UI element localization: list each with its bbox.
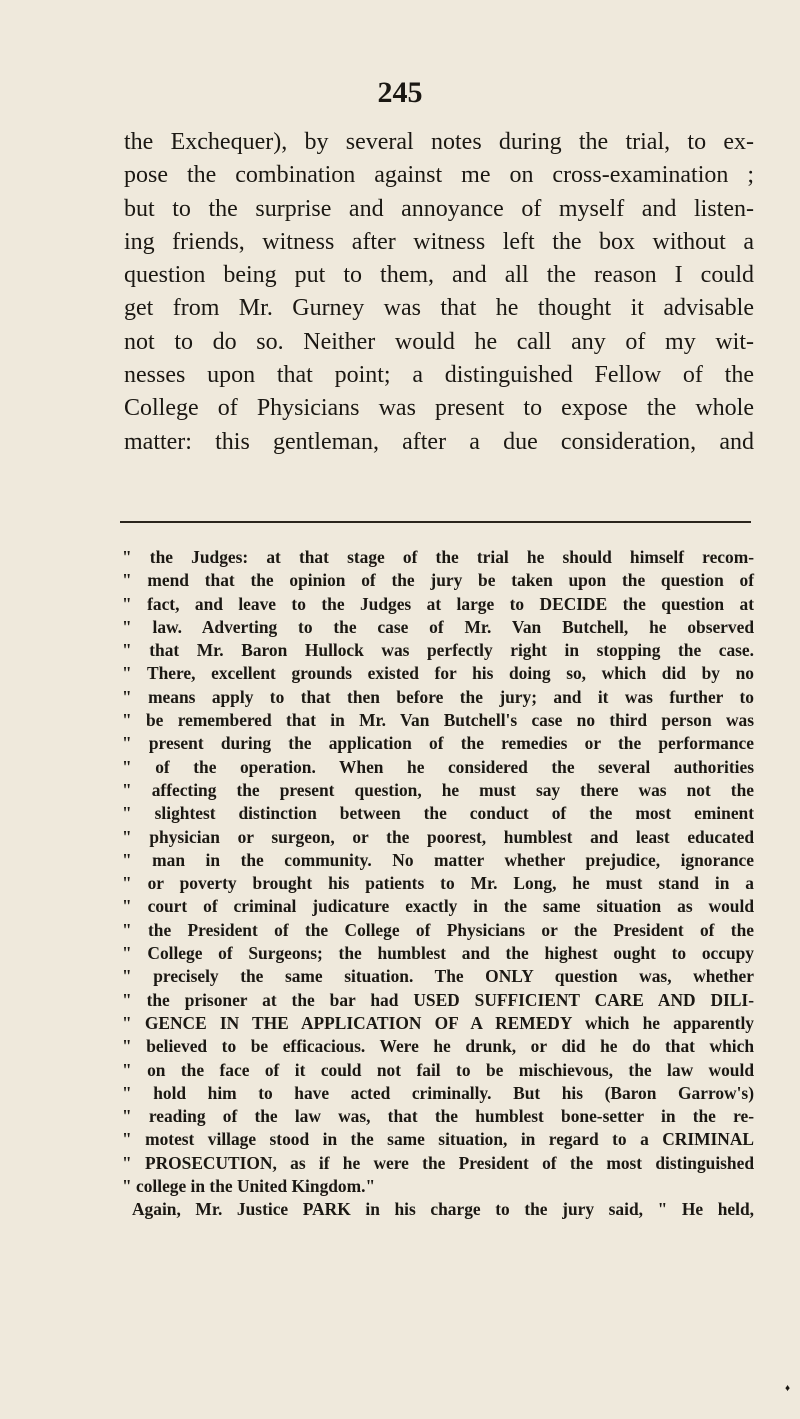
page-number: 245 — [377, 76, 423, 109]
main-line: nesses upon that point; a distinguished Fellow of the — [124, 362, 754, 389]
footnote-line: " PROSECUTION, as if he were the President of the most distinguished — [122, 1152, 754, 1173]
footnote-line: " College of Surgeons; the humblest and the highest ought to occupy — [122, 943, 754, 964]
footnote-line: " affecting the present question, he must say there was not the — [122, 779, 754, 800]
main-line: ing friends, witness after witness left the box without a — [124, 228, 754, 255]
footnote-line: " fact, and leave to the Judges at large to DECIDE the question at — [122, 593, 754, 614]
main-text — [124, 126, 754, 459]
footnote-line: " the prisoner at the bar had USED SUFFICIENT CARE AND DILI- — [122, 989, 754, 1010]
margin-mark: ♦ — [785, 1383, 791, 1394]
footnote-line: " physician or surgeon, or the poorest, humblest and least educated — [122, 826, 754, 847]
footnote-line: " of the operation. When he considered the several authorities — [122, 756, 754, 777]
main-line: not to do so. Neither would he call any of my wit- — [124, 328, 754, 355]
footnote — [122, 546, 754, 1222]
footnote-line: " on the face of it could not fail to be mischievous, the law would — [122, 1059, 754, 1080]
footnote-line: " slightest distinction between the conduct of the most eminent — [122, 803, 754, 824]
main-line: but to the surprise and annoyance of myself and listen- — [124, 195, 754, 222]
footnote-line: " hold him to have acted criminally. But his (Baron Garrow's) — [122, 1082, 754, 1103]
footnote-line: " mend that the opinion of the jury be taken upon the question of — [122, 570, 754, 591]
main-line: the Exchequer), by several notes during the trial, to ex- — [124, 129, 754, 155]
footnote-line: " court of criminal judicature exactly in the same situation as would — [122, 896, 754, 917]
footnote-line: Again, Mr. Justice PARK in his charge to the jury said, " He held, — [132, 1199, 754, 1220]
main-line: get from Mr. Gurney was that he thought it advisable — [124, 295, 754, 322]
footnote-divider — [120, 521, 751, 523]
footnote-line: " college in the United Kingdom." — [122, 1176, 376, 1197]
footnote-line: " or poverty brought his patients to Mr. Long, he must stand in a — [122, 873, 754, 894]
footnote-line: " believed to be efficacious. Were he drunk, or did he do that which — [122, 1036, 754, 1057]
footnote-line: " GENCE IN THE APPLICATION OF A REMEDY which he apparently — [122, 1012, 754, 1033]
main-line: pose the combination against me on cross-examination ; — [124, 162, 754, 189]
footnote-line: " man in the community. No matter whether prejudice, ignorance — [122, 849, 754, 870]
footnote-line: " present during the application of the remedies or the performance — [122, 733, 754, 754]
footnote-line: " There, excellent grounds existed for his doing so, which did by no — [122, 663, 754, 684]
footnote-line: " reading of the law was, that the humblest bone-setter in the re- — [122, 1106, 754, 1127]
footnote-line: " that Mr. Baron Hullock was perfectly right in stopping the case. — [122, 640, 754, 661]
footnote-line: " the President of the College of Physicians or the President of the — [122, 919, 754, 940]
footnote-line: " the Judges: at that stage of the trial he should himself recom- — [122, 547, 754, 567]
footnote-line: " motest village stood in the same situation, in regard to a CRIMINAL — [122, 1129, 754, 1150]
footnote-line: " be remembered that in Mr. Van Butchell's case no third person was — [122, 710, 754, 731]
main-line: matter: this gentleman, after a due consideration, and — [124, 428, 754, 455]
main-line: College of Physicians was present to expose the whole — [124, 395, 754, 422]
footnote-line: " means apply to that then before the jury; and it was further to — [122, 686, 754, 707]
footnote-line: " precisely the same situation. The ONLY question was, whether — [122, 966, 754, 987]
main-line: question being put to them, and all the reason I could — [124, 262, 754, 289]
footnote-line: " law. Adverting to the case of Mr. Van Butchell, he observed — [122, 616, 754, 637]
